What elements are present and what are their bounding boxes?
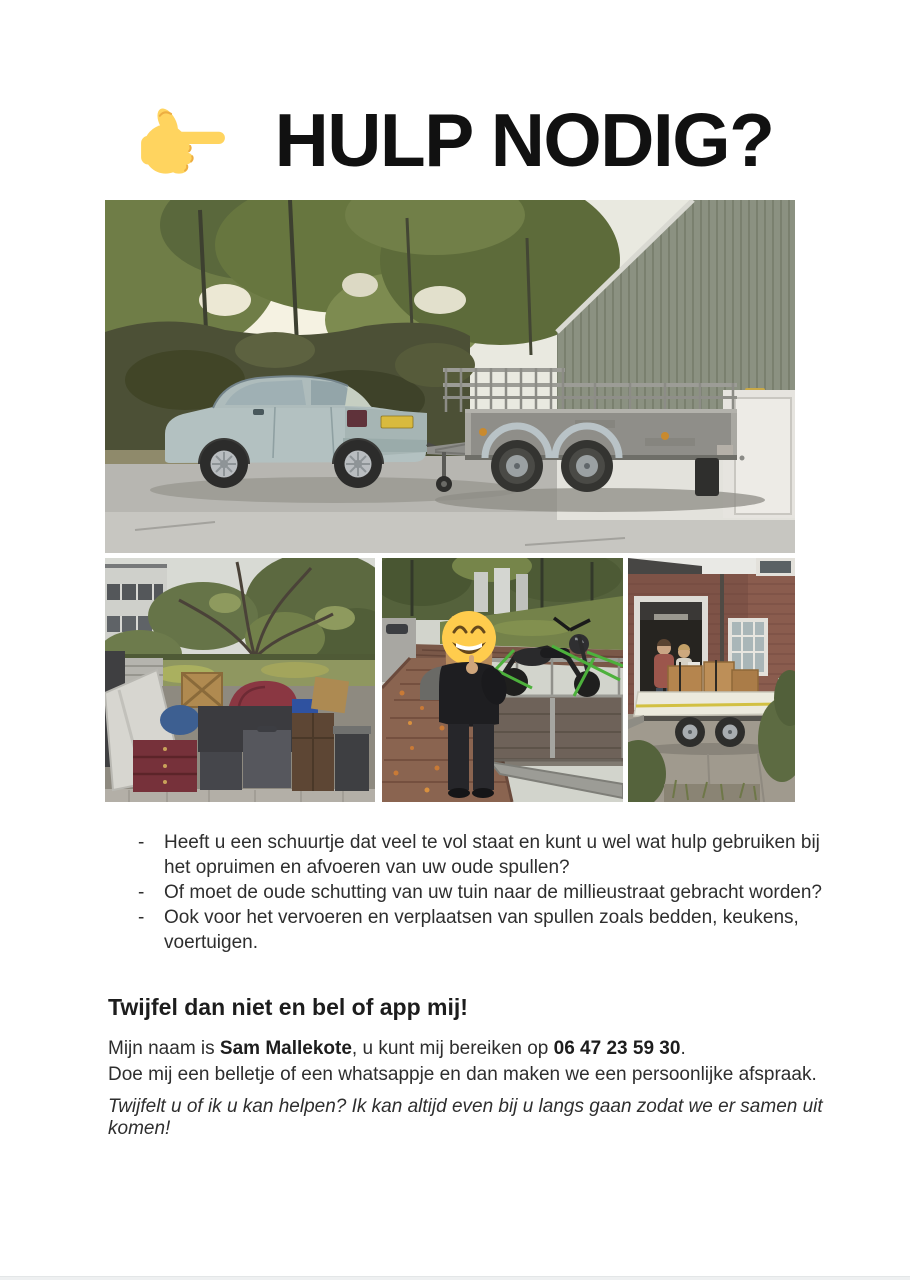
main-photo-car-and-trailer <box>105 200 795 553</box>
photo-flatbed-trailer-boxes <box>628 558 795 802</box>
list-item <box>138 880 822 905</box>
bullet-dash: - <box>138 907 145 928</box>
bullet-text: Ook voor het vervoeren en verplaatsen van spullen zoals bedden, keukens, voertuigen. <box>164 907 799 953</box>
bullet-text: Heeft u een schuurtje dat veel te vol staat en kunt u wel wat hulp gebruiken bij het opruimen en afvoeren van uw oude spullen? <box>164 832 820 878</box>
list-item <box>138 830 822 880</box>
sign-posts <box>474 568 528 614</box>
photo-person-motorbike-trailer <box>382 558 623 802</box>
grinning-face-emoji-icon <box>442 611 496 665</box>
contact-heading: Twijfel dan niet en bel of app mij! <box>108 994 468 1020</box>
contact-intro: Mijn naam is <box>108 1038 220 1059</box>
contact-line-1: Mijn naam is Sam Mallekote, u kunt mij bereiken op 06 47 23 59 30. <box>108 1038 686 1059</box>
bullet-list <box>138 830 822 955</box>
contact-phone: 06 47 23 59 30 <box>553 1038 681 1059</box>
page-title: HULP NODIG? <box>274 97 774 182</box>
photo-junk-pile <box>105 558 375 802</box>
contact-text <box>108 1036 853 1088</box>
contact-line-2: Doe mij een belletje of een whatsappje en dan maken we een persoonlijke afspraak. <box>108 1064 817 1085</box>
list-item <box>138 905 822 955</box>
header <box>0 88 910 192</box>
page-bottom-edge <box>0 1276 910 1280</box>
pointing-right-emoji-icon <box>137 105 229 181</box>
bullet-dash: - <box>138 832 145 853</box>
bullet-dash: - <box>138 882 145 903</box>
contact-name: Sam Mallekote <box>219 1038 352 1059</box>
footer-note: Twijfelt u of ik u kan helpen? Ik kan altijd even bij u langs gaan zodat we er samen uit komen! <box>108 1096 823 1139</box>
bullet-text: Of moet de oude schutting van uw tuin naar de millieustraat gebracht worden? <box>164 882 822 903</box>
